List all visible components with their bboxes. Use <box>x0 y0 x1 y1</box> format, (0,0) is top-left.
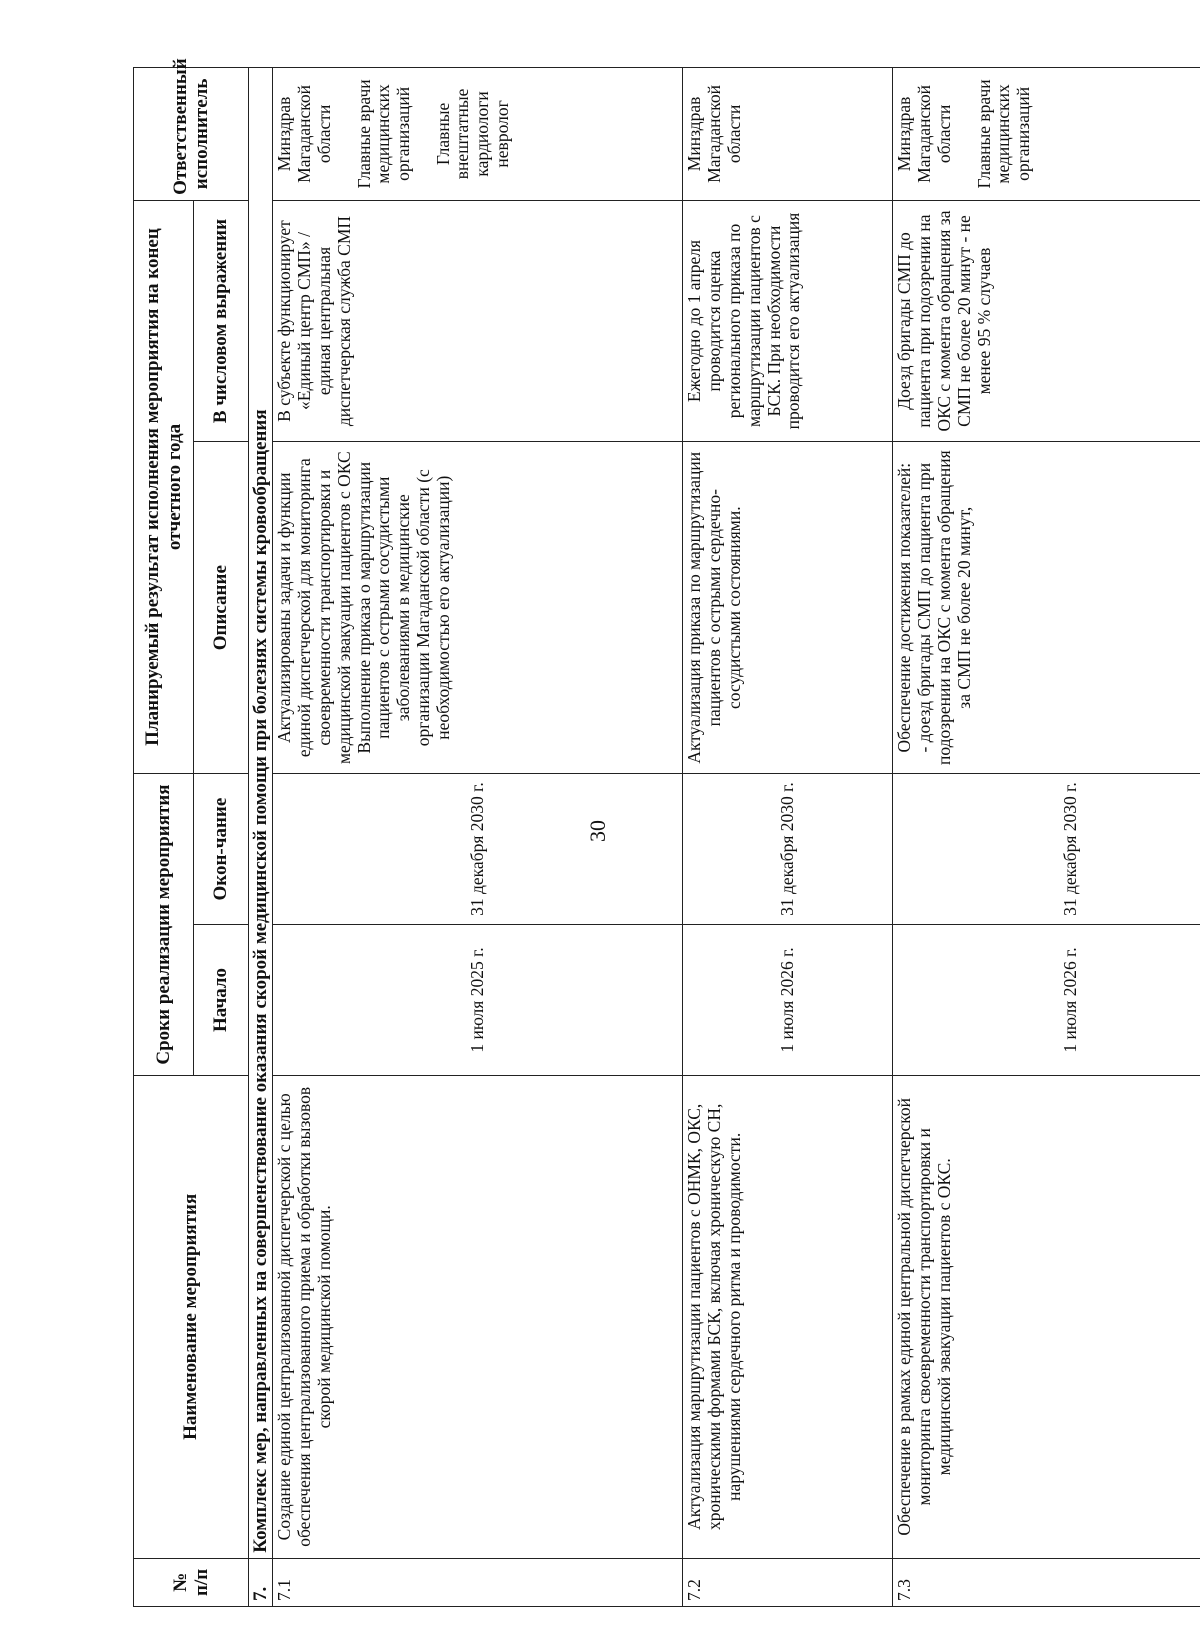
header-num: № п/п <box>134 1558 249 1606</box>
row-responsible: Минздрав Магаданской области <box>683 68 893 201</box>
row-end: 31 декабря 2030 г. <box>683 774 893 925</box>
section-title: Комплекс мер, направленных на совершенствование оказания скорой медицинской помощи при болезнях системы кровообращения <box>249 68 273 1559</box>
row-start: 1 июля 2025 г. <box>273 925 683 1076</box>
header-numeric: В числовом выражении <box>194 200 249 441</box>
header-responsible: Ответственный исполнитель <box>134 68 249 201</box>
row-responsible: Минздрав Магаданской области Главные врачи медицинских организаций <box>893 68 1200 201</box>
header-result: Планируемый результат исполнения мероприятия на конец отчетного года <box>134 200 194 773</box>
section-num: 7. <box>249 1558 273 1606</box>
row-end: 31 декабря 2030 г. <box>893 774 1200 925</box>
page-number: 30 <box>585 820 610 842</box>
header-start: Начало <box>194 925 249 1076</box>
row-name: Создание единой централизованной диспетчерской с целью обеспечения централизованного приема и обработки вызовов скорой медицинской помощи. <box>273 1075 683 1558</box>
row-num: 7.2 <box>683 1558 893 1606</box>
row-start: 1 июля 2026 г. <box>893 925 1200 1076</box>
table-row <box>683 68 893 1607</box>
row-description: Актуализированы задачи и функции единой диспетчерской для мониторинга своевременности транспортировки и медицинской эвакуации пациентов с ОКС Выполнение приказа о маршрутизации пациентов с острыми сосудистыми заболеваниями в медицинские организации Магаданской области (с необходимостью его актуализации) <box>273 442 683 774</box>
measures-table <box>133 58 1200 1607</box>
row-numeric: Ежегодно до 1 апреля проводится оценка регионального приказа по маршрутизации пациентов с БСК. При необходимости проводится его актуализация <box>683 200 893 441</box>
header-description: Описание <box>194 442 249 774</box>
row-num: 7.1 <box>273 1558 683 1606</box>
row-end: 31 декабря 2030 г. <box>273 774 683 925</box>
row-numeric: Доезд бригады СМП до пациента при подозрении на ОКС с момента обращения за СМП не более 20 минут - не менее 95 % случаев <box>893 200 1200 441</box>
row-start: 1 июля 2026 г. <box>683 925 893 1076</box>
table-row <box>893 68 1200 1607</box>
row-numeric: В субъекте функционирует «Единый центр СМП» / единая центральная диспетчерская служба СМП <box>273 200 683 441</box>
row-name: Обеспечение в рамках единой центральной диспетчерской мониторинга своевременности транспортировки и медицинской эвакуации пациентов с ОКС. <box>893 1075 1200 1558</box>
row-description: Актуализация приказа по маршрутизации пациентов с острыми сердечно-сосудистыми состояниями. <box>683 442 893 774</box>
row-num: 7.3 <box>893 1558 1200 1606</box>
header-name: Наименование мероприятия <box>134 1075 249 1558</box>
row-description: Обеспечение достижения показателей: - доезд бригады СМП до пациента при подозрении на ОКС с момента обращения за СМП не более 20 минут, <box>893 442 1200 774</box>
header-terms: Сроки реализации мероприятия <box>134 774 194 1076</box>
rotated-table-wrapper <box>133 58 1200 1607</box>
table-row <box>273 68 683 1607</box>
header-end: Окон-чание <box>194 774 249 925</box>
row-responsible: Минздрав Магаданской области Главные врачи медицинских организаций Главные внештатные кардиологи невролог <box>273 68 683 201</box>
row-name: Актуализация маршрутизации пациентов с ОНМК, ОКС, хроническими формами БСК, включая хроническую СН, нарушениями сердечного ритма и проводимости. <box>683 1075 893 1558</box>
